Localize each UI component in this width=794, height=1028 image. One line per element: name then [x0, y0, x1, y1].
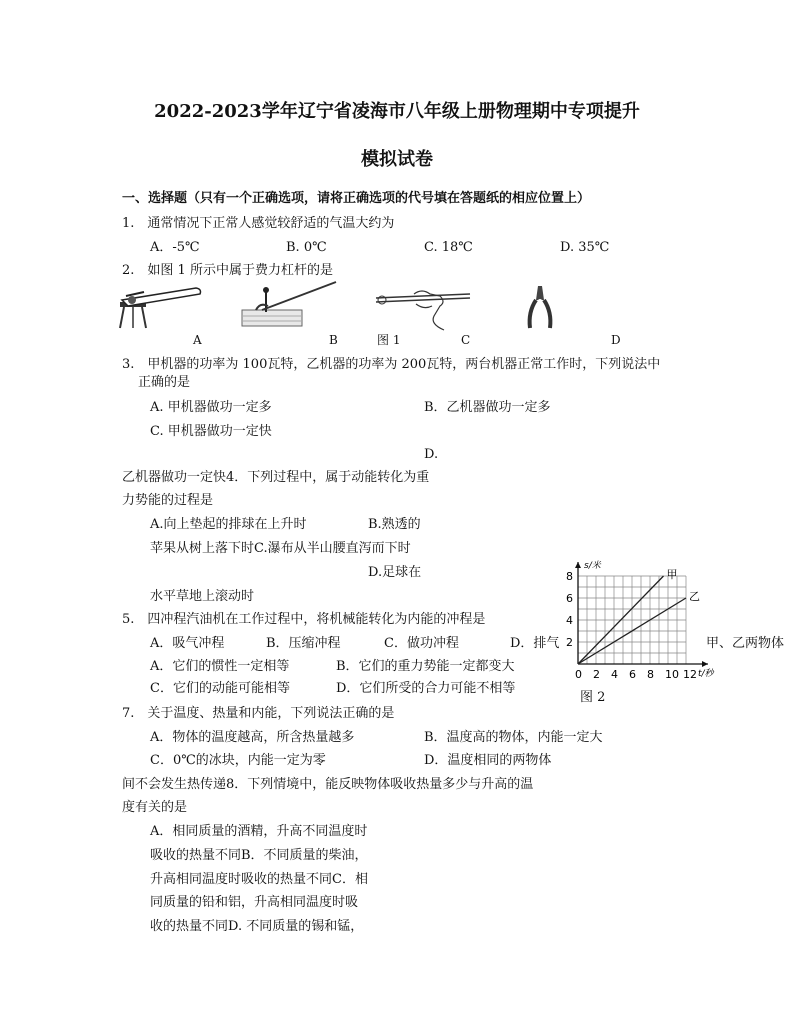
q8-line5: 升高相同温度时吸收的热量不同C．相	[150, 872, 368, 887]
series-label: 甲	[666, 568, 678, 581]
y-axis-label: s/米	[584, 561, 601, 571]
q8-line3: A．相同质量的酒精，升高不同温度时	[150, 824, 368, 839]
q7-option-b: B．温度高的物体，内能一定大	[424, 730, 603, 745]
q7-stem: 7. 关于温度、热量和内能，下列说法正确的是	[122, 706, 395, 721]
x-tick-label: 12	[683, 668, 697, 681]
x-tick-label: 8	[647, 668, 654, 681]
lever-figure-c	[374, 284, 474, 332]
page-subtitle: 模拟试卷	[361, 149, 433, 170]
q3-option-c: C. 甲机器做功一定快	[150, 424, 272, 439]
fig1-caption: 图 1	[377, 333, 401, 347]
q2-stem: 2. 如图 1 所示中属于费力杠杆的是	[122, 263, 333, 278]
y-tick-label: 8	[566, 570, 573, 583]
q3-stem-line2: 正确的是	[138, 375, 191, 390]
q1-stem: 1. 通常情况下正常人感觉较舒适的气温大约为	[122, 216, 395, 231]
lever-figure-a	[116, 282, 206, 330]
q4-line6: 水平草地上滚动时	[150, 589, 255, 604]
fig2-chart	[552, 548, 720, 708]
q6-stem-fragment: 甲、乙两物体	[706, 636, 785, 651]
page-title: 2022-2023学年辽宁省凌海市八年级上册物理期中专项提升	[154, 101, 640, 122]
fig1-label-a: A	[193, 333, 202, 347]
y-tick-label: 2	[566, 636, 573, 649]
q5-option-b: B．压缩冲程	[266, 636, 341, 651]
q8-line4: 吸收的热量不同B．不同质量的柴油，	[150, 848, 368, 863]
q4-line4: 苹果从树上落下时C.瀑布从半山腰直泻而下时	[150, 541, 411, 556]
q6-option-d: D．它们所受的合力可能不相等	[336, 681, 516, 696]
q6-option-b: B．它们的重力势能一定都变大	[336, 659, 515, 674]
fig2-caption: 图 2	[580, 690, 606, 705]
q4-option-b-start: B.熟透的	[368, 517, 421, 532]
y-axis-arrow	[575, 562, 581, 568]
q5-stem: 5. 四冲程汽油机在工作过程中，将机械能转化为内能的冲程是	[122, 612, 486, 627]
q3-option-b: B．乙机器做功一定多	[424, 400, 551, 415]
y-tick-label: 6	[566, 592, 573, 605]
q3-option-a: A. 甲机器做功一定多	[150, 400, 272, 415]
q8-line2: 度有关的是	[122, 800, 188, 815]
series-label: 乙	[689, 590, 700, 603]
q7-option-d: D．温度相同的两物体	[424, 753, 552, 768]
fig1-label-d: D	[611, 333, 621, 347]
lever-figure-b	[240, 280, 340, 330]
q6-option-c: C．它们的动能可能相等	[150, 681, 290, 696]
q8-line1: 间不会发生热传递8．下列情境中，能反映物体吸收热量多少与升高的温	[122, 777, 534, 792]
x-axis-label: t/秒	[698, 669, 714, 679]
y-tick-label: 4	[566, 614, 573, 627]
x-tick-label: 10	[665, 668, 679, 681]
q5-option-d: D．排气	[510, 636, 560, 651]
x-tick-label: 4	[611, 668, 618, 681]
q4-line2: 力势能的过程是	[122, 493, 214, 508]
q4-option-a: A.向上垫起的排球在上升时	[150, 517, 307, 532]
q1-option-b: B. 0℃	[286, 240, 327, 255]
q8-line7: 收的热量不同D. 不同质量的锡和锰，	[150, 919, 364, 934]
q5-option-a: A．吸气冲程	[150, 636, 225, 651]
fig1-label-c: C	[461, 333, 471, 347]
q5-option-c: C．做功冲程	[384, 636, 459, 651]
q3-option-d: D.	[424, 447, 439, 462]
q1-option-d: D. 35℃	[560, 240, 610, 255]
lever-figure-d	[520, 282, 560, 332]
q8-line6: 同质量的铅和铝，升高相同温度时吸	[150, 895, 359, 910]
x-tick-label: 2	[593, 668, 600, 681]
section-heading: 一、选择题（只有一个正确选项，请将正确选项的代号填在答题纸的相应位置上）	[122, 191, 591, 206]
q7-option-a: A．物体的温度越高，所含热量越多	[150, 730, 355, 745]
x-tick-label: 6	[629, 668, 636, 681]
q1-option-a: A．-5℃	[150, 240, 200, 255]
q7-option-c: C．0℃的冰块，内能一定为零	[150, 753, 326, 768]
fig1-label-b: B	[329, 333, 338, 347]
q4-option-d-start: D.足球在	[368, 565, 422, 580]
q3-stem-line1: 3. 甲机器的功率为 100瓦特，乙机器的功率为 200瓦特，两台机器正常工作时，下列说法中	[122, 357, 661, 372]
x-axis-arrow	[702, 661, 708, 667]
q6-option-a: A．它们的惯性一定相等	[150, 659, 290, 674]
x-tick-label: 0	[575, 668, 582, 681]
q1-option-c: C. 18℃	[424, 240, 473, 255]
q4-line1: 乙机器做功一定快4．下列过程中，属于动能转化为重	[122, 470, 430, 485]
